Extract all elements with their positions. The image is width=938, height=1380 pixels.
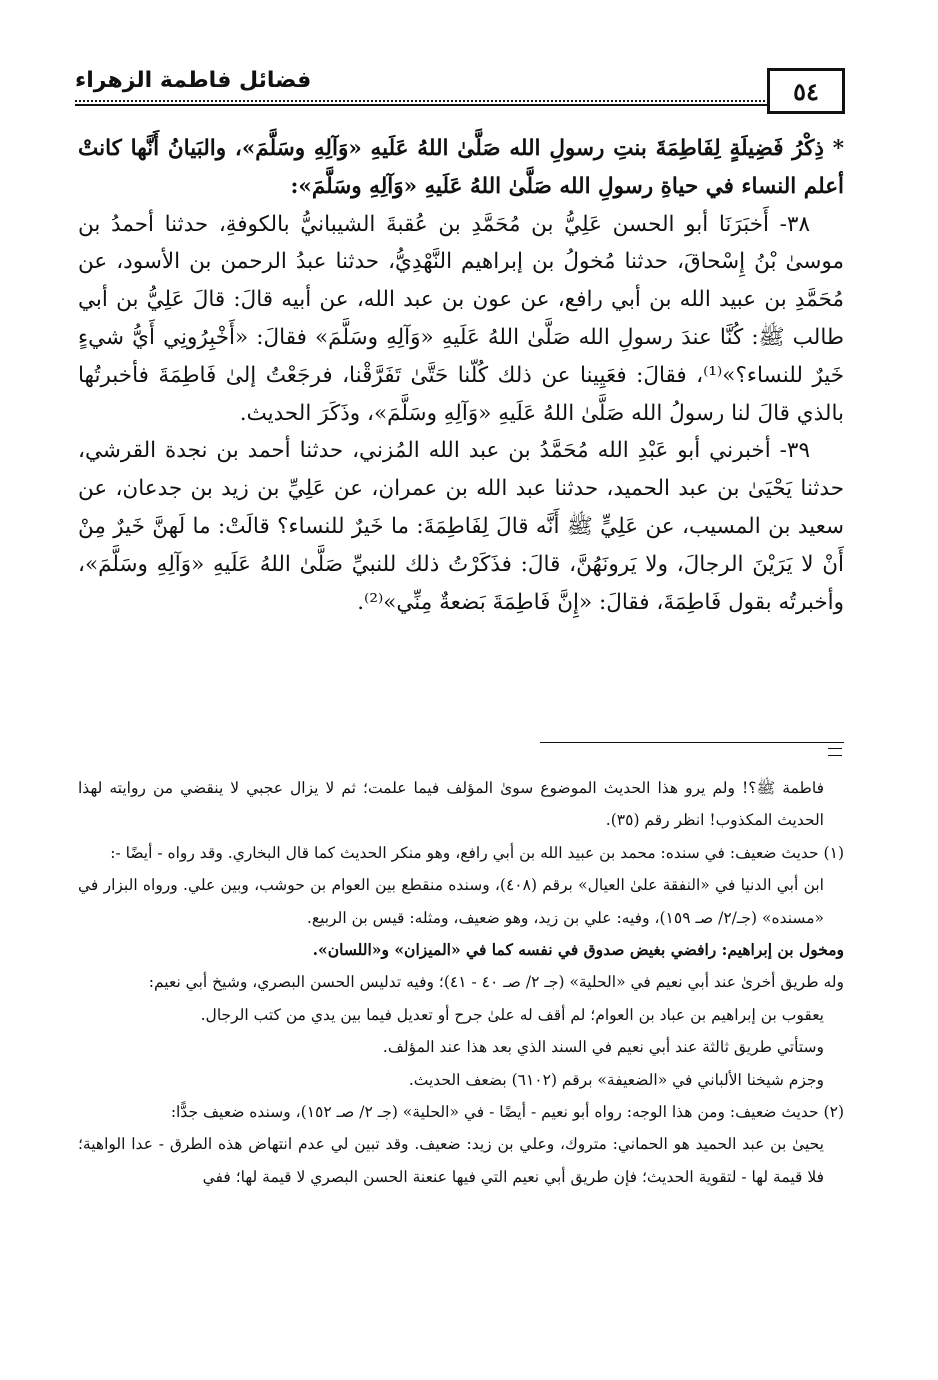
footnote-2-body: يحيىٰ بن عبد الحميد هو الحماني: متروك، وعلي بن زيد: ضعيف. وقد تبين لي عدم انتهاض هذه الطرق - عدا الواهية؛ فلا قيمة لها - لتقوية الحديث؛ فإن طريق أبي نعيم التي فيها عنعنة الحسن البصري لا قيمة لها؛ ففي	[78, 1135, 824, 1186]
header-dotted-rule	[75, 100, 773, 102]
footnote-continuation: فاطمة ﷺ؟! ولم يرو هذا الحديث الموضوع سوىٰ المؤلف فيما علمت؛ ثم لا يزال عجبي لا ينقضي من روايته لهذا الحديث المكذوب! انظر رقم (٣٥).	[78, 779, 824, 830]
hadith-39: ٣٩- أخبرني أبو عَبْدِ الله مُحَمَّدُ بن عبد الله المُزني، حدثنا أحمد بن نجدة القرشي، حدثنا يَحْيَىٰ بن عبد الحميد، حدثنا عبد الله بن عمران، عن عَلِيِّ بن زيد بن جدعان، عن سعيد بن المسيب، عن عَلِيٍّ ﷺ أَنَّه قالَ لِفَاطِمَةَ: ما خَيرٌ للنساء؟ قالَتْ: ما لَهنَّ خَيرٌ مِنْ أَنْ لا يَرَيْنَ الرجالَ، ولا يَرونَهُنَّ، قالَ: فذَكَرْتُ ذلك للنبيِّ صَلَّىٰ اللهُ عَلَيهِ «وَآلِهِ وسَلَّمَ»، وأخبرتُه بقول فَاطِمَةَ، فقالَ: «إِنَّ فَاطِمَةَ بَضعةٌ مِنِّي»⁽²⁾.	[78, 438, 844, 615]
running-title: فضائل فاطمة الزهراء	[75, 68, 312, 93]
header-solid-rule	[75, 104, 773, 106]
footnote-1-body: ابن أبي الدنيا في «النفقة علىٰ العيال» برقم (٤٠٨)، وسنده منقطع بين العوام بن حوشب، وبين علي. ورواه البزار في «مسنده» (جـ/٢/ صـ ١٥٩)، وفيه: علي بن زيد، وهو ضعيف، ومثله: قيس بن الربيع.	[78, 876, 824, 927]
footnote-1-yaqub: يعقوب بن إبراهيم بن عباد بن العوام؛ لم أقف له علىٰ جرح أو تعديل فيما بين يدي من كتب الرجال.	[200, 1005, 824, 1024]
footnote-continuation-mark	[828, 748, 842, 756]
page-header	[75, 68, 845, 114]
chapter-heading: * ذِكْرُ فَضِيلَةٍ لِفَاطِمَةَ بنتِ رسولِ الله صَلَّىٰ اللهُ عَلَيهِ «وَآلِهِ وسَلَّمَ»، والبَيانُ أَنَّها كانتْ أعلم النساء في حياةِ رسولِ الله صَلَّىٰ اللهُ عَلَيهِ «وَآلِهِ وسَلَّمَ»:	[78, 136, 844, 199]
footnotes	[78, 772, 844, 1193]
main-text	[78, 130, 844, 621]
footnote-1-intro: (١) حديث ضعيف: في سنده: محمد بن عبيد الله بن أبي رافع، وهو منكر الحديث كما قال البخاري. وقد رواه - أيضًا -:	[110, 843, 844, 862]
footnote-1-third: وستأتي طريق ثالثة عند أبي نعيم في السند الذي بعد هذا عند المؤلف.	[382, 1038, 824, 1057]
footnote-1-other-route: وله طريق أخرىٰ عند أبي نعيم في «الحلية» (جـ ٢/ صـ ٤٠ - ٤١)؛ وفيه تدليس الحسن البصري، وشيخ أبي نعيم:	[148, 973, 844, 992]
hadith-38: ٣٨- أَخبَرَنَا أبو الحسن عَلِيُّ بن مُحَمَّدِ بن عُقبةَ الشيبانيُّ بالكوفةِ، حدثنا أحمدُ بن موسىٰ بْنُ إِسْحاقَ، حدثنا مُخولُ بن إبراهيم النَّهْدِيُّ، حدثنا عبدُ الرحمن بن الأسود، عن مُحَمَّدِ بن عبيد الله بن أبي رافع، عن عون بن عبد الله، عن أبيه قالَ: قالَ عَلِيُّ بن أبي طالب ﷺ: كُنَّا عندَ رسولِ الله صَلَّىٰ اللهُ عَلَيهِ «وَآلِهِ وسَلَّمَ» فقالَ: «أَخْبِرُونِي أَيُّ شيءٍ خَيرٌ للنساء؟»⁽¹⁾، فقالَ: فعَيِينا عن ذلك كُلّنا حَتَّىٰ تَفَرَّقْنا، فرجَعْتُ إلىٰ فَاطِمَةَ فأخبرتُها بالذي قالَ لنا رسولُ الله صَلَّىٰ اللهُ عَلَيهِ «وَآلِهِ وسَلَّمَ»، وذَكَرَ الحديث.	[78, 211, 844, 426]
page-number: ٥٤	[767, 68, 845, 114]
footnote-2-intro: (٢) حديث ضعيف: ومن هذا الوجه: رواه أبو نعيم - أيضًا - في «الحلية» (جـ ٢/ صـ ١٥٢)، وسنده ضعيف جدًّا:	[170, 1103, 844, 1122]
footnote-1-albani: وجزم شيخنا الألباني في «الضعيفة» برقم (٦١٠٢) بضعف الحديث.	[408, 1070, 824, 1089]
footnote-1-mukhawwal: ومخول بن إبراهيم: رافضي بغيض صدوق في نفسه كما في «الميزان» و«اللسان».	[312, 940, 844, 960]
footnote-separator	[540, 742, 844, 743]
